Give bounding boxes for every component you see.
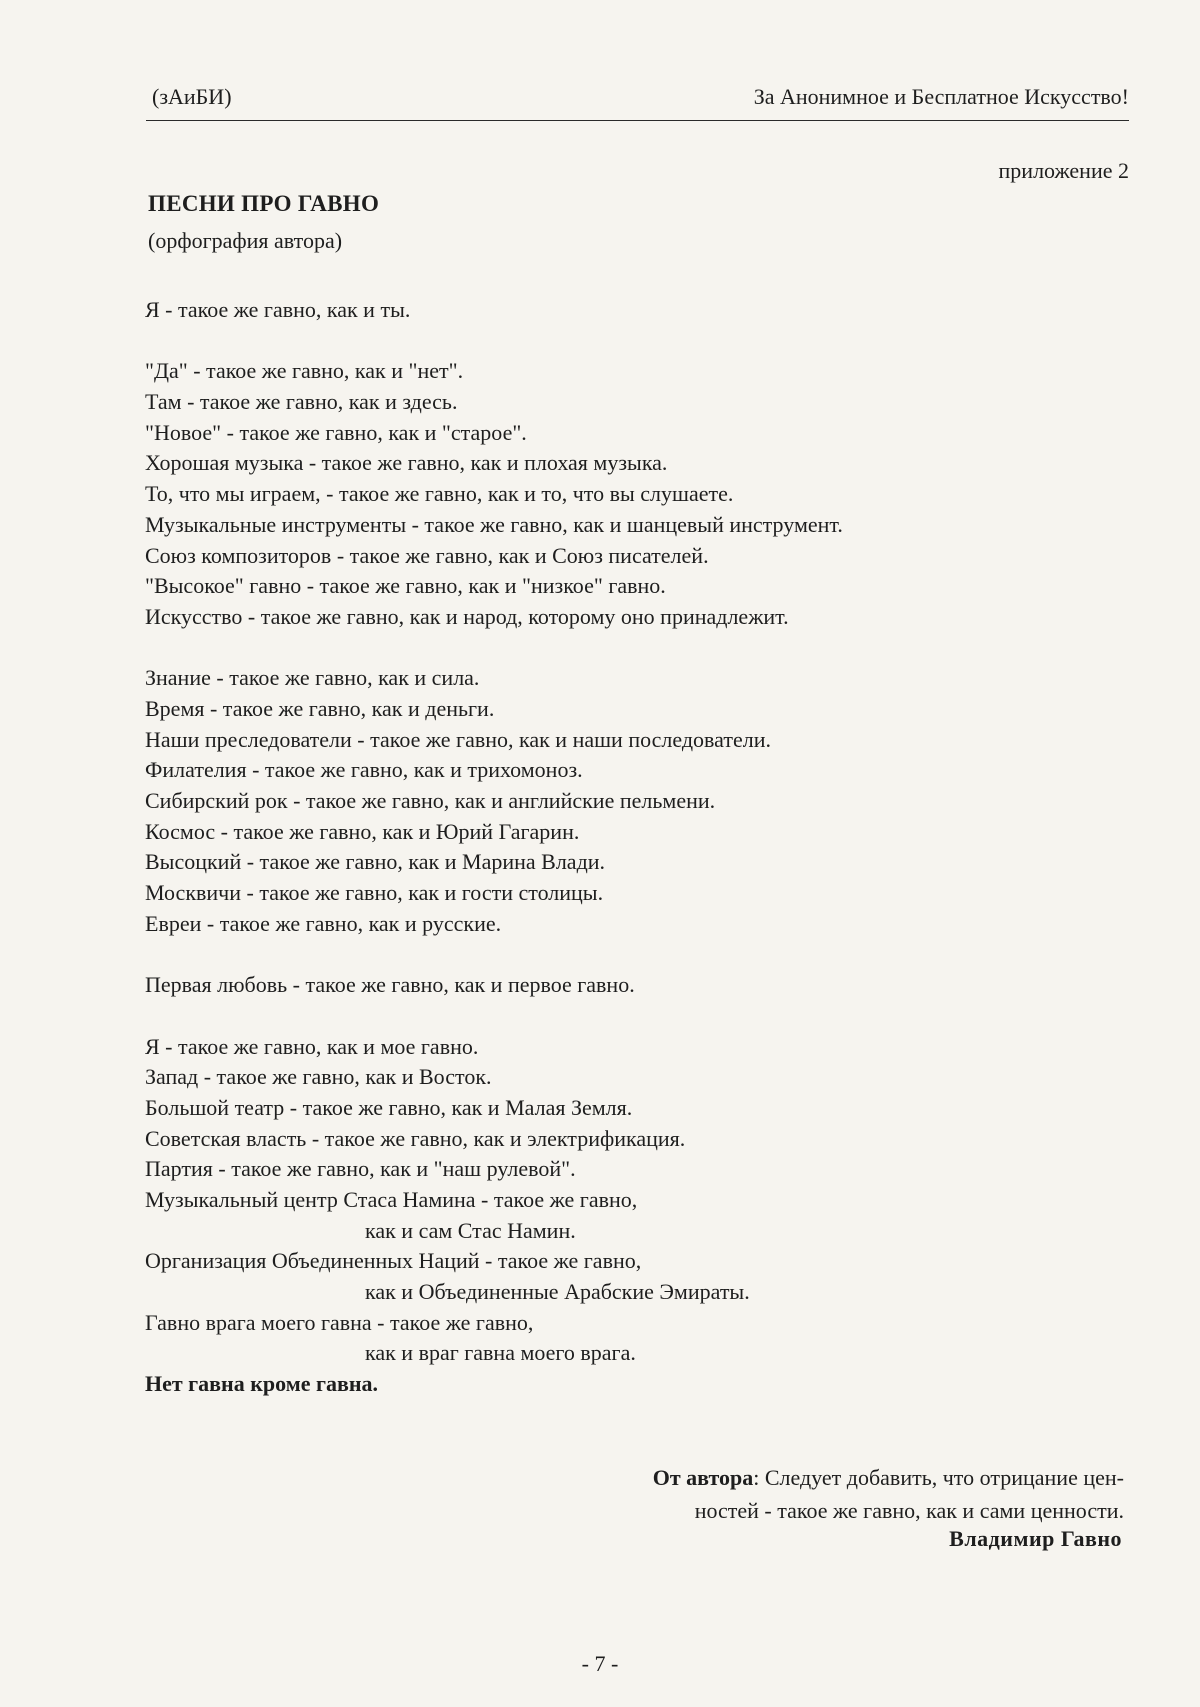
poem-final-line: Нет гавна кроме гавна. (145, 1371, 379, 1397)
poem-line: Евреи - такое же гавно, как и русские. (145, 910, 502, 936)
poem-line: Москвичи - такое же гавно, как и гости столицы. (145, 880, 604, 906)
poem-line: Там - такое же гавно, как и здесь. (145, 389, 458, 415)
poem-line: То, что мы играем, - такое же гавно, как и то, что вы слушаете. (145, 481, 734, 507)
header-full-title: За Анонимное и Бесплатное Искусство! (753, 84, 1129, 109)
poem-line: Я - такое же гавно, как и мое гавно. (145, 1033, 479, 1059)
appendix-label: приложение 2 (998, 158, 1129, 183)
page-title: ПЕСНИ ПРО ГАВНО (148, 191, 380, 216)
author-note-colon: : (753, 1465, 760, 1490)
author-note-label: От автора (652, 1465, 754, 1490)
page-subtitle: (орфография автора) (148, 228, 343, 253)
poem-line: Партия - такое же гавно, как и "наш рулевой". (145, 1156, 576, 1182)
running-header (146, 80, 1129, 121)
header-short-title: (зАиБИ) (152, 84, 232, 109)
poem-line-continuation: как и Объединенные Арабские Эмираты. (365, 1279, 750, 1304)
poem-line: Я - такое же гавно, как и ты. (145, 297, 411, 322)
poem-line: Сибирский рок - такое же гавно, как и английские пельмени. (145, 788, 716, 813)
poem-line-continuation: как и враг гавна моего врага. (365, 1340, 636, 1366)
poem-line: "Высокое" гавно - такое же гавно, как и "низкое" гавно. (145, 573, 666, 599)
poem-line: Филателия - такое же гавно, как и трихомоноз. (145, 757, 583, 783)
poem-line: Большой театр - такое же гавно, как и Малая Земля. (145, 1094, 633, 1120)
page-number: - 7 - (581, 1651, 619, 1676)
poem-line: Космос - такое же гавно, как и Юрий Гагарин. (145, 818, 580, 844)
poem-line: "Да" - такое же гавно, как и "нет". (145, 358, 464, 384)
poem-line: Высоцкий - такое же гавно, как и Марина Влади. (145, 849, 606, 875)
author-note-text-2: ностей - такое же гавно, как и сами ценности. (694, 1498, 1124, 1523)
poem-line: Союз композиторов - такое же гавно, как и Союз писателей. (145, 542, 709, 568)
poem-line-continuation: как и сам Стас Намин. (365, 1217, 576, 1243)
poem-line: Гавно врага моего гавна - такое же гавно, (145, 1309, 534, 1335)
author-note-text-1: Следует добавить, что отрицание цен- (759, 1465, 1124, 1490)
poem (145, 295, 1105, 1400)
poem-line: Время - такое же гавно, как и деньги. (145, 695, 495, 721)
poem-line: Организация Объединенных Наций - такое же гавно, (145, 1248, 642, 1274)
author-note-line-1 (524, 1461, 1124, 1494)
poem-line: Советская власть - такое же гавно, как и электрификация. (145, 1125, 686, 1151)
poem-line: Первая любовь - такое же гавно, как и первое гавно. (145, 972, 635, 998)
poem-line: Хорошая музыка - такое же гавно, как и плохая музыка. (145, 450, 668, 476)
poem-line: Искусство - такое же гавно, как и народ, которому оно принадлежит. (145, 603, 789, 629)
author-signature: Владимир Гавно (949, 1526, 1122, 1551)
poem-line: Знание - такое же гавно, как и сила. (145, 665, 480, 691)
author-note (524, 1461, 1124, 1527)
poem-line: Музыкальный центр Стаса Намина - такое же гавно, (145, 1186, 638, 1212)
poem-line: Наши преследователи - такое же гавно, как и наши последователи. (145, 726, 771, 752)
poem-line: Музыкальные инструменты - такое же гавно, как и шанцевый инструмент. (145, 511, 843, 537)
poem-line: Запад - такое же гавно, как и Восток. (145, 1064, 492, 1090)
poem-line: "Новое" - такое же гавно, как и "старое". (145, 419, 527, 445)
